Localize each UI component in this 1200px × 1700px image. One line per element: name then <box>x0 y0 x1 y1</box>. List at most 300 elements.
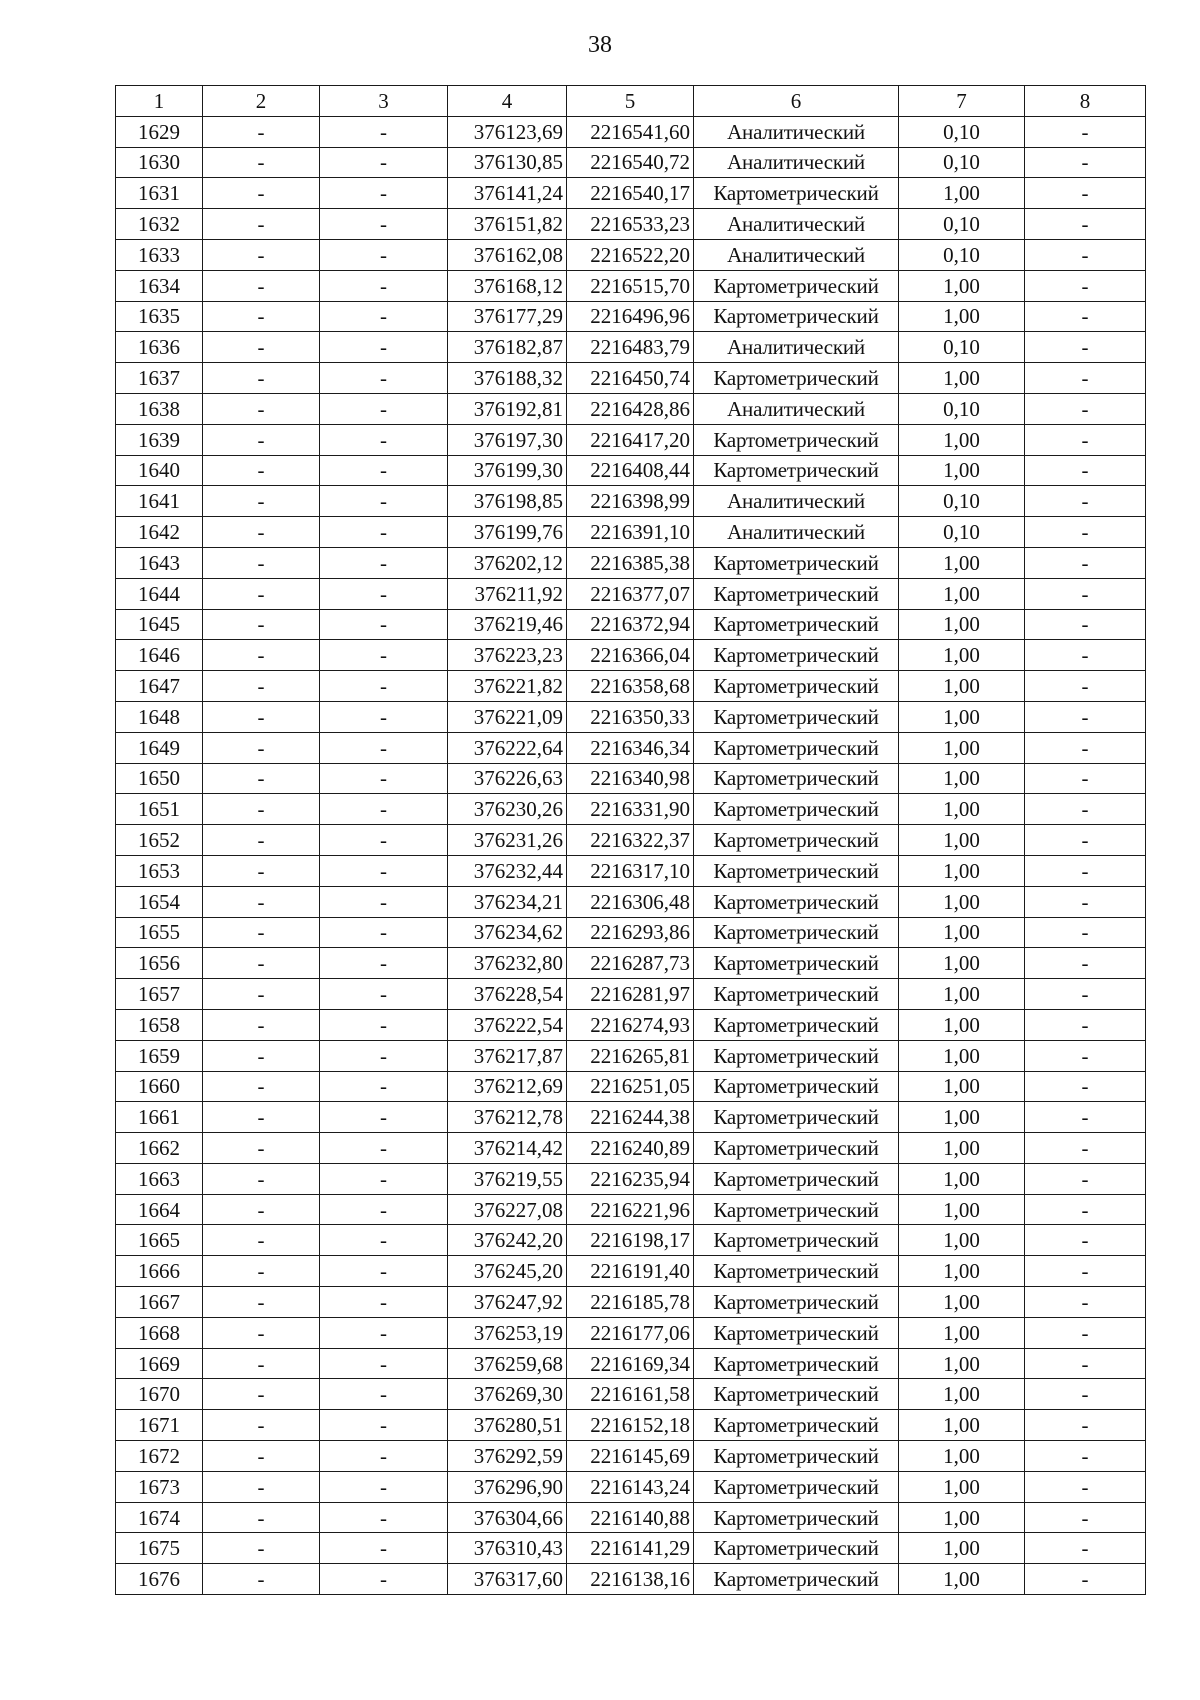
method-cell: Картометрический <box>694 1533 899 1564</box>
x-coordinate-cell: 376221,09 <box>448 701 567 732</box>
x-coordinate-cell: 376222,54 <box>448 1009 567 1040</box>
table-row <box>116 732 1146 763</box>
col8-cell: - <box>1025 701 1146 732</box>
col2-cell: - <box>203 1317 320 1348</box>
point-number-cell: 1645 <box>116 609 203 640</box>
accuracy-cell: 1,00 <box>899 886 1025 917</box>
point-number-cell: 1664 <box>116 1194 203 1225</box>
col8-cell: - <box>1025 1287 1146 1318</box>
col2-cell: - <box>203 1348 320 1379</box>
col3-cell: - <box>320 1379 448 1410</box>
accuracy-cell: 0,10 <box>899 486 1025 517</box>
table-row <box>116 609 1146 640</box>
method-cell: Картометрический <box>694 794 899 825</box>
table-row <box>116 671 1146 702</box>
col3-cell: - <box>320 948 448 979</box>
accuracy-cell: 1,00 <box>899 671 1025 702</box>
header-cell-8: 8 <box>1025 86 1146 117</box>
col3-cell: - <box>320 1410 448 1441</box>
col2-cell: - <box>203 393 320 424</box>
col3-cell: - <box>320 1441 448 1472</box>
y-coordinate-cell: 2216221,96 <box>567 1194 694 1225</box>
col3-cell: - <box>320 517 448 548</box>
point-number-cell: 1669 <box>116 1348 203 1379</box>
x-coordinate-cell: 376228,54 <box>448 979 567 1010</box>
y-coordinate-cell: 2216322,37 <box>567 825 694 856</box>
method-cell: Картометрический <box>694 886 899 917</box>
accuracy-cell: 1,00 <box>899 1410 1025 1441</box>
table-row <box>116 1564 1146 1595</box>
col8-cell: - <box>1025 1379 1146 1410</box>
col8-cell: - <box>1025 1441 1146 1472</box>
y-coordinate-cell: 2216240,89 <box>567 1133 694 1164</box>
col2-cell: - <box>203 1502 320 1533</box>
accuracy-cell: 1,00 <box>899 178 1025 209</box>
y-coordinate-cell: 2216533,23 <box>567 209 694 240</box>
col2-cell: - <box>203 609 320 640</box>
col8-cell: - <box>1025 1194 1146 1225</box>
method-cell: Аналитический <box>694 116 899 147</box>
col8-cell: - <box>1025 393 1146 424</box>
col8-cell: - <box>1025 578 1146 609</box>
x-coordinate-cell: 376188,32 <box>448 363 567 394</box>
col2-cell: - <box>203 1163 320 1194</box>
col3-cell: - <box>320 1194 448 1225</box>
col2-cell: - <box>203 917 320 948</box>
col2-cell: - <box>203 270 320 301</box>
method-cell: Картометрический <box>694 1163 899 1194</box>
x-coordinate-cell: 376292,59 <box>448 1441 567 1472</box>
accuracy-cell: 1,00 <box>899 1009 1025 1040</box>
col3-cell: - <box>320 794 448 825</box>
point-number-cell: 1660 <box>116 1071 203 1102</box>
col8-cell: - <box>1025 671 1146 702</box>
accuracy-cell: 1,00 <box>899 1348 1025 1379</box>
point-number-cell: 1675 <box>116 1533 203 1564</box>
col8-cell: - <box>1025 455 1146 486</box>
table-row <box>116 301 1146 332</box>
x-coordinate-cell: 376214,42 <box>448 1133 567 1164</box>
col8-cell: - <box>1025 486 1146 517</box>
y-coordinate-cell: 2216398,99 <box>567 486 694 517</box>
point-number-cell: 1643 <box>116 547 203 578</box>
y-coordinate-cell: 2216235,94 <box>567 1163 694 1194</box>
col2-cell: - <box>203 732 320 763</box>
col3-cell: - <box>320 424 448 455</box>
method-cell: Картометрический <box>694 855 899 886</box>
col3-cell: - <box>320 886 448 917</box>
col2-cell: - <box>203 455 320 486</box>
col3-cell: - <box>320 1287 448 1318</box>
y-coordinate-cell: 2216281,97 <box>567 979 694 1010</box>
point-number-cell: 1637 <box>116 363 203 394</box>
y-coordinate-cell: 2216265,81 <box>567 1040 694 1071</box>
method-cell: Картометрический <box>694 917 899 948</box>
method-cell: Картометрический <box>694 701 899 732</box>
col2-cell: - <box>203 178 320 209</box>
x-coordinate-cell: 376219,55 <box>448 1163 567 1194</box>
col3-cell: - <box>320 547 448 578</box>
col8-cell: - <box>1025 1471 1146 1502</box>
col3-cell: - <box>320 1502 448 1533</box>
x-coordinate-cell: 376182,87 <box>448 332 567 363</box>
point-number-cell: 1663 <box>116 1163 203 1194</box>
point-number-cell: 1655 <box>116 917 203 948</box>
header-row <box>116 86 1146 117</box>
point-number-cell: 1676 <box>116 1564 203 1595</box>
point-number-cell: 1659 <box>116 1040 203 1071</box>
method-cell: Картометрический <box>694 1502 899 1533</box>
y-coordinate-cell: 2216346,34 <box>567 732 694 763</box>
x-coordinate-cell: 376230,26 <box>448 794 567 825</box>
method-cell: Картометрический <box>694 178 899 209</box>
accuracy-cell: 0,10 <box>899 147 1025 178</box>
x-coordinate-cell: 376123,69 <box>448 116 567 147</box>
coordinates-table <box>115 85 1146 1595</box>
x-coordinate-cell: 376151,82 <box>448 209 567 240</box>
header-cell-5: 5 <box>567 86 694 117</box>
x-coordinate-cell: 376168,12 <box>448 270 567 301</box>
accuracy-cell: 1,00 <box>899 948 1025 979</box>
table-row <box>116 547 1146 578</box>
col3-cell: - <box>320 609 448 640</box>
x-coordinate-cell: 376231,26 <box>448 825 567 856</box>
x-coordinate-cell: 376280,51 <box>448 1410 567 1441</box>
y-coordinate-cell: 2216428,86 <box>567 393 694 424</box>
col3-cell: - <box>320 640 448 671</box>
accuracy-cell: 0,10 <box>899 332 1025 363</box>
accuracy-cell: 1,00 <box>899 1564 1025 1595</box>
y-coordinate-cell: 2216515,70 <box>567 270 694 301</box>
accuracy-cell: 1,00 <box>899 1441 1025 1472</box>
col2-cell: - <box>203 1441 320 1472</box>
method-cell: Картометрический <box>694 1441 899 1472</box>
x-coordinate-cell: 376310,43 <box>448 1533 567 1564</box>
table-row <box>116 855 1146 886</box>
col2-cell: - <box>203 763 320 794</box>
col2-cell: - <box>203 1287 320 1318</box>
x-coordinate-cell: 376211,92 <box>448 578 567 609</box>
y-coordinate-cell: 2216191,40 <box>567 1256 694 1287</box>
col2-cell: - <box>203 1410 320 1441</box>
y-coordinate-cell: 2216140,88 <box>567 1502 694 1533</box>
table-row <box>116 825 1146 856</box>
y-coordinate-cell: 2216185,78 <box>567 1287 694 1318</box>
col8-cell: - <box>1025 424 1146 455</box>
col3-cell: - <box>320 1040 448 1071</box>
accuracy-cell: 1,00 <box>899 979 1025 1010</box>
col8-cell: - <box>1025 1533 1146 1564</box>
col8-cell: - <box>1025 517 1146 548</box>
point-number-cell: 1670 <box>116 1379 203 1410</box>
method-cell: Картометрический <box>694 609 899 640</box>
x-coordinate-cell: 376296,90 <box>448 1471 567 1502</box>
x-coordinate-cell: 376304,66 <box>448 1502 567 1533</box>
y-coordinate-cell: 2216372,94 <box>567 609 694 640</box>
x-coordinate-cell: 376217,87 <box>448 1040 567 1071</box>
col3-cell: - <box>320 671 448 702</box>
table-row <box>116 917 1146 948</box>
x-coordinate-cell: 376212,78 <box>448 1102 567 1133</box>
method-cell: Картометрический <box>694 1256 899 1287</box>
point-number-cell: 1661 <box>116 1102 203 1133</box>
col8-cell: - <box>1025 763 1146 794</box>
y-coordinate-cell: 2216251,05 <box>567 1071 694 1102</box>
col3-cell: - <box>320 363 448 394</box>
table-row <box>116 1379 1146 1410</box>
point-number-cell: 1648 <box>116 701 203 732</box>
col2-cell: - <box>203 1009 320 1040</box>
table-row <box>116 948 1146 979</box>
method-cell: Картометрический <box>694 1009 899 1040</box>
point-number-cell: 1636 <box>116 332 203 363</box>
col3-cell: - <box>320 578 448 609</box>
col2-cell: - <box>203 517 320 548</box>
table-row <box>116 979 1146 1010</box>
col2-cell: - <box>203 1564 320 1595</box>
col8-cell: - <box>1025 1102 1146 1133</box>
x-coordinate-cell: 376141,24 <box>448 178 567 209</box>
x-coordinate-cell: 376197,30 <box>448 424 567 455</box>
point-number-cell: 1674 <box>116 1502 203 1533</box>
col8-cell: - <box>1025 917 1146 948</box>
table-row <box>116 1502 1146 1533</box>
point-number-cell: 1646 <box>116 640 203 671</box>
method-cell: Картометрический <box>694 1471 899 1502</box>
point-number-cell: 1644 <box>116 578 203 609</box>
point-number-cell: 1638 <box>116 393 203 424</box>
point-number-cell: 1671 <box>116 1410 203 1441</box>
table-row <box>116 1009 1146 1040</box>
y-coordinate-cell: 2216145,69 <box>567 1441 694 1472</box>
method-cell: Аналитический <box>694 486 899 517</box>
accuracy-cell: 1,00 <box>899 1071 1025 1102</box>
table-row <box>116 239 1146 270</box>
accuracy-cell: 1,00 <box>899 1379 1025 1410</box>
point-number-cell: 1672 <box>116 1441 203 1472</box>
col3-cell: - <box>320 209 448 240</box>
accuracy-cell: 1,00 <box>899 547 1025 578</box>
accuracy-cell: 1,00 <box>899 701 1025 732</box>
x-coordinate-cell: 376232,80 <box>448 948 567 979</box>
col3-cell: - <box>320 855 448 886</box>
point-number-cell: 1634 <box>116 270 203 301</box>
method-cell: Картометрический <box>694 825 899 856</box>
method-cell: Картометрический <box>694 1317 899 1348</box>
y-coordinate-cell: 2216391,10 <box>567 517 694 548</box>
accuracy-cell: 0,10 <box>899 239 1025 270</box>
col3-cell: - <box>320 732 448 763</box>
method-cell: Картометрический <box>694 1287 899 1318</box>
col2-cell: - <box>203 1256 320 1287</box>
col8-cell: - <box>1025 1410 1146 1441</box>
accuracy-cell: 1,00 <box>899 578 1025 609</box>
point-number-cell: 1656 <box>116 948 203 979</box>
table-row <box>116 209 1146 240</box>
x-coordinate-cell: 376223,23 <box>448 640 567 671</box>
col8-cell: - <box>1025 825 1146 856</box>
method-cell: Картометрический <box>694 1379 899 1410</box>
table-row <box>116 1533 1146 1564</box>
method-cell: Аналитический <box>694 332 899 363</box>
x-coordinate-cell: 376219,46 <box>448 609 567 640</box>
x-coordinate-cell: 376269,30 <box>448 1379 567 1410</box>
x-coordinate-cell: 376227,08 <box>448 1194 567 1225</box>
method-cell: Аналитический <box>694 147 899 178</box>
col8-cell: - <box>1025 1317 1146 1348</box>
col2-cell: - <box>203 301 320 332</box>
accuracy-cell: 1,00 <box>899 825 1025 856</box>
col8-cell: - <box>1025 1502 1146 1533</box>
col2-cell: - <box>203 671 320 702</box>
table-row <box>116 886 1146 917</box>
col8-cell: - <box>1025 209 1146 240</box>
accuracy-cell: 1,00 <box>899 1225 1025 1256</box>
y-coordinate-cell: 2216540,72 <box>567 147 694 178</box>
y-coordinate-cell: 2216152,18 <box>567 1410 694 1441</box>
y-coordinate-cell: 2216306,48 <box>567 886 694 917</box>
col2-cell: - <box>203 825 320 856</box>
col3-cell: - <box>320 332 448 363</box>
y-coordinate-cell: 2216331,90 <box>567 794 694 825</box>
method-cell: Картометрический <box>694 1564 899 1595</box>
x-coordinate-cell: 376234,21 <box>448 886 567 917</box>
col2-cell: - <box>203 948 320 979</box>
x-coordinate-cell: 376242,20 <box>448 1225 567 1256</box>
accuracy-cell: 1,00 <box>899 794 1025 825</box>
table-row <box>116 701 1146 732</box>
point-number-cell: 1639 <box>116 424 203 455</box>
y-coordinate-cell: 2216274,93 <box>567 1009 694 1040</box>
col3-cell: - <box>320 486 448 517</box>
table-row <box>116 1133 1146 1164</box>
table-row <box>116 1102 1146 1133</box>
point-number-cell: 1630 <box>116 147 203 178</box>
col8-cell: - <box>1025 301 1146 332</box>
col8-cell: - <box>1025 1163 1146 1194</box>
method-cell: Картометрический <box>694 640 899 671</box>
accuracy-cell: 0,10 <box>899 116 1025 147</box>
col3-cell: - <box>320 979 448 1010</box>
method-cell: Аналитический <box>694 239 899 270</box>
accuracy-cell: 1,00 <box>899 455 1025 486</box>
y-coordinate-cell: 2216350,33 <box>567 701 694 732</box>
x-coordinate-cell: 376221,82 <box>448 671 567 702</box>
table-row <box>116 116 1146 147</box>
col8-cell: - <box>1025 855 1146 886</box>
point-number-cell: 1629 <box>116 116 203 147</box>
accuracy-cell: 0,10 <box>899 393 1025 424</box>
col8-cell: - <box>1025 886 1146 917</box>
header-cell-2: 2 <box>203 86 320 117</box>
col8-cell: - <box>1025 1225 1146 1256</box>
table-row <box>116 393 1146 424</box>
point-number-cell: 1633 <box>116 239 203 270</box>
y-coordinate-cell: 2216317,10 <box>567 855 694 886</box>
col2-cell: - <box>203 1133 320 1164</box>
header-cell-6: 6 <box>694 86 899 117</box>
table-row <box>116 147 1146 178</box>
method-cell: Картометрический <box>694 1133 899 1164</box>
col3-cell: - <box>320 147 448 178</box>
x-coordinate-cell: 376234,62 <box>448 917 567 948</box>
method-cell: Картометрический <box>694 763 899 794</box>
y-coordinate-cell: 2216541,60 <box>567 116 694 147</box>
table-row <box>116 578 1146 609</box>
col2-cell: - <box>203 1071 320 1102</box>
x-coordinate-cell: 376317,60 <box>448 1564 567 1595</box>
method-cell: Картометрический <box>694 1040 899 1071</box>
point-number-cell: 1641 <box>116 486 203 517</box>
y-coordinate-cell: 2216161,58 <box>567 1379 694 1410</box>
table-row <box>116 486 1146 517</box>
y-coordinate-cell: 2216141,29 <box>567 1533 694 1564</box>
col3-cell: - <box>320 1009 448 1040</box>
col3-cell: - <box>320 270 448 301</box>
col3-cell: - <box>320 825 448 856</box>
x-coordinate-cell: 376192,81 <box>448 393 567 424</box>
table-row <box>116 640 1146 671</box>
point-number-cell: 1658 <box>116 1009 203 1040</box>
col8-cell: - <box>1025 794 1146 825</box>
method-cell: Картометрический <box>694 301 899 332</box>
col2-cell: - <box>203 1471 320 1502</box>
y-coordinate-cell: 2216408,44 <box>567 455 694 486</box>
table-row <box>116 794 1146 825</box>
accuracy-cell: 1,00 <box>899 917 1025 948</box>
y-coordinate-cell: 2216177,06 <box>567 1317 694 1348</box>
table-row <box>116 1225 1146 1256</box>
accuracy-cell: 1,00 <box>899 609 1025 640</box>
point-number-cell: 1651 <box>116 794 203 825</box>
y-coordinate-cell: 2216522,20 <box>567 239 694 270</box>
method-cell: Картометрический <box>694 547 899 578</box>
method-cell: Картометрический <box>694 455 899 486</box>
method-cell: Картометрический <box>694 1071 899 1102</box>
col2-cell: - <box>203 855 320 886</box>
col8-cell: - <box>1025 1071 1146 1102</box>
x-coordinate-cell: 376202,12 <box>448 547 567 578</box>
col3-cell: - <box>320 1225 448 1256</box>
table-row <box>116 424 1146 455</box>
col2-cell: - <box>203 116 320 147</box>
y-coordinate-cell: 2216450,74 <box>567 363 694 394</box>
method-cell: Картометрический <box>694 979 899 1010</box>
col3-cell: - <box>320 1071 448 1102</box>
accuracy-cell: 1,00 <box>899 1256 1025 1287</box>
y-coordinate-cell: 2216385,38 <box>567 547 694 578</box>
col2-cell: - <box>203 424 320 455</box>
method-cell: Картометрический <box>694 578 899 609</box>
y-coordinate-cell: 2216198,17 <box>567 1225 694 1256</box>
col2-cell: - <box>203 1194 320 1225</box>
x-coordinate-cell: 376199,30 <box>448 455 567 486</box>
method-cell: Картометрический <box>694 1194 899 1225</box>
x-coordinate-cell: 376232,44 <box>448 855 567 886</box>
col8-cell: - <box>1025 1564 1146 1595</box>
col2-cell: - <box>203 209 320 240</box>
method-cell: Картометрический <box>694 424 899 455</box>
y-coordinate-cell: 2216417,20 <box>567 424 694 455</box>
col8-cell: - <box>1025 547 1146 578</box>
y-coordinate-cell: 2216340,98 <box>567 763 694 794</box>
col2-cell: - <box>203 578 320 609</box>
col2-cell: - <box>203 886 320 917</box>
x-coordinate-cell: 376253,19 <box>448 1317 567 1348</box>
point-number-cell: 1653 <box>116 855 203 886</box>
table-row <box>116 1317 1146 1348</box>
table-row <box>116 1194 1146 1225</box>
